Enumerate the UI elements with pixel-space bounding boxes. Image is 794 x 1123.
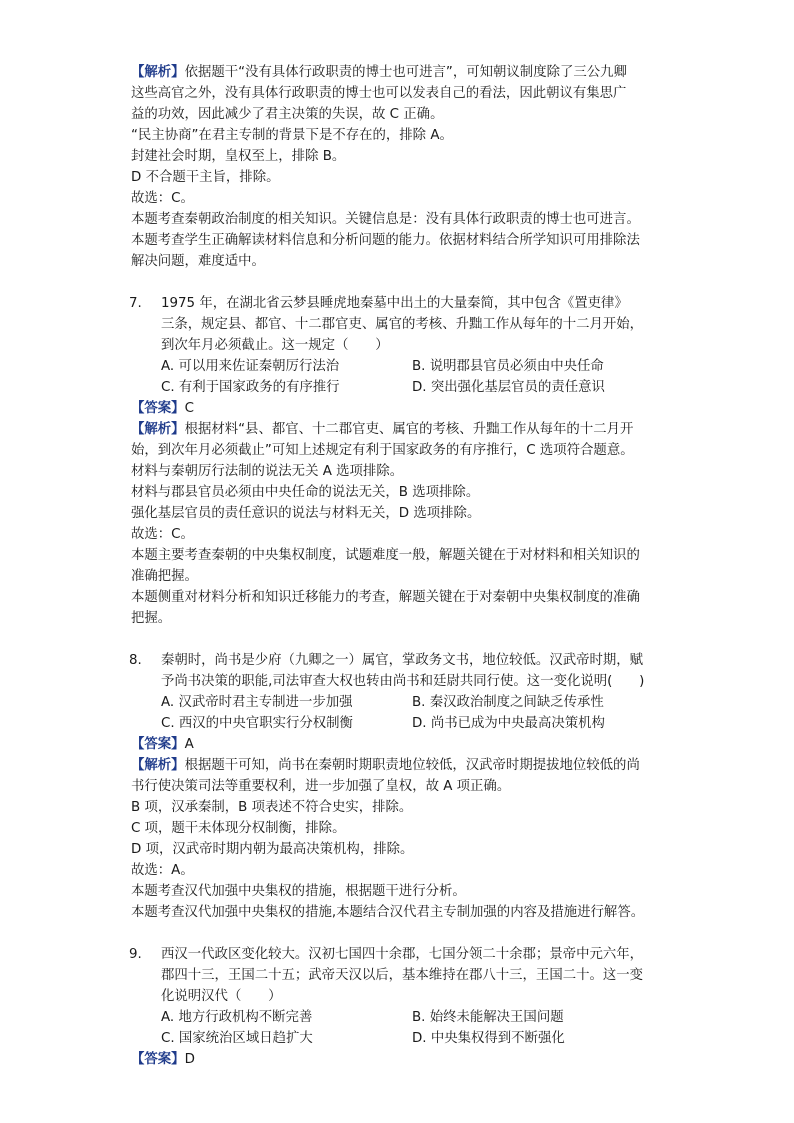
analysis-line: 本题考查汉代加强中央集权的措施，根据题干进行分析。 (131, 884, 466, 899)
options-row (161, 1028, 671, 1049)
analysis-line: 材料与秦朝厉行法制的说法无关 A 选项排除。 (131, 464, 404, 479)
analysis-line: 本题侧重对材料分析和知识迁移能力的考查，解题关键在于对秦朝中央集权制度的准确 (131, 590, 640, 605)
analysis-tag: 【解析】 (131, 758, 185, 773)
analysis-line: 根据材料“县、都官、十二郡官吏、属官的考核、升黜工作从每年的十二月开 (184, 422, 634, 437)
options-row (161, 713, 671, 734)
option-b: B. 说明郡县官员必须由中央任命 (412, 359, 604, 374)
analysis-line: B 项，汉承秦制，B 项表述不符合史实，排除。 (131, 800, 413, 815)
analysis-line: 封建社会时期，皇权至上，排除 B。 (131, 149, 346, 164)
answer-tag: 【答案】 (131, 401, 185, 416)
analysis-line: 强化基层官员的责任意识的说法与材料无关，D 选项排除。 (131, 506, 481, 521)
answer-value: D (184, 1052, 195, 1067)
analysis-line: D 不合题干主旨，排除。 (131, 170, 280, 185)
analysis-line: 把握。 (131, 611, 172, 626)
option-a: A. 地方行政机构不断完善 (161, 1010, 313, 1025)
options-row (161, 692, 671, 713)
options-row (161, 377, 671, 398)
analysis-tag: 【解析】 (131, 65, 185, 80)
analysis-block-q6 (131, 62, 671, 272)
question-stem (131, 650, 671, 734)
option-d: D. 尚书已成为中央最高决策机构 (412, 716, 605, 731)
option-b: B. 始终未能解决王国问题 (412, 1010, 564, 1025)
analysis-line: 故选：C。 (131, 191, 194, 206)
analysis-line: 书行使决策司法等重要权利，进一步加强了皇权，故 A 项正确。 (131, 779, 511, 794)
analysis-line: 解决问题，难度适中。 (131, 254, 265, 269)
stem-line: 予尚书决策的职能,司法审查大权也转由尚书和廷尉共同行使。这一变化说明( ) (161, 674, 645, 689)
analysis-line: 故选：C。 (131, 527, 194, 542)
options-row (161, 1007, 671, 1028)
analysis-line: 本题考查秦朝政治制度的相关知识。关键信息是：没有具体行政职责的博士也可进言。 (131, 212, 640, 227)
answer-tag: 【答案】 (131, 737, 185, 752)
analysis-line: 故选：A。 (131, 863, 194, 878)
option-d: D. 突出强化基层官员的责任意识 (412, 380, 605, 395)
question-number: 8. (129, 653, 142, 668)
question-8 (131, 650, 671, 923)
stem-line: 秦朝时，尚书是少府（九卿之一）属官，掌政务文书，地位较低。汉武帝时期，赋 (161, 653, 644, 668)
answer-line (131, 734, 671, 755)
question-stem (131, 293, 671, 398)
stem-line: 到次年月必须截止。这一规定（ ） (161, 338, 389, 353)
analysis-line: 本题主要考查秦朝的中央集权制度，试题难度一般，解题关键在于对材料和相关知识的 (131, 548, 640, 563)
answer-tag: 【答案】 (131, 1052, 185, 1067)
option-c: C. 有利于国家政务的有序推行 (161, 380, 340, 395)
analysis-line: 根据题干可知，尚书在秦朝时期职责地位较低，汉武帝时期提拔地位较低的尚 (184, 758, 640, 773)
answer-line (131, 1049, 671, 1070)
option-d: D. 中央集权得到不断强化 (412, 1031, 565, 1046)
stem-line: 1975 年，在湖北省云梦县睡虎地秦墓中出土的大量秦简，其中包含《置吏律》 (161, 296, 628, 311)
option-a: A. 汉武帝时君主专制进一步加强 (161, 695, 353, 710)
answer-value: C (184, 401, 194, 416)
analysis-line: C 项，题干未体现分权制衡，排除。 (131, 821, 346, 836)
document-page (131, 62, 671, 1070)
option-a: A. 可以用来佐证秦朝厉行法治 (161, 359, 340, 374)
analysis-line: 始，到次年月必须截止”可知上述规定有利于国家政务的有序推行，C 选项符合题意。 (131, 443, 634, 458)
analysis-line: 准确把握。 (131, 569, 198, 584)
stem-line: 郡四十三，王国二十五；武帝天汉以后，基本维持在郡八十三，王国二十。这一变 (161, 968, 644, 983)
options-row (161, 356, 671, 377)
answer-line (131, 398, 671, 419)
question-stem (131, 944, 671, 1049)
analysis-tag: 【解析】 (131, 422, 185, 437)
option-b: B. 秦汉政治制度之间缺乏传承性 (412, 695, 604, 710)
stem-line: 三条，规定县、都官、十二郡官吏、属官的考核、升黜工作从每年的十二月开始， (161, 317, 644, 332)
analysis-line: 本题考查汉代加强中央集权的措施,本题结合汉代君主专制加强的内容及措施进行解答。 (131, 905, 645, 920)
stem-line: 西汉一代政区变化较大。汉初七国四十余郡，七国分领二十余郡；景帝中元六年， (161, 947, 644, 962)
analysis-line: 材料与郡县官员必须由中央任命的说法无关，B 选项排除。 (131, 485, 480, 500)
question-9 (131, 944, 671, 1070)
stem-line: 化说明汉代（ ） (161, 989, 282, 1004)
option-c: C. 国家统治区域日趋扩大 (161, 1031, 313, 1046)
analysis-line: 本题考查学生正确解读材料信息和分析问题的能力。依据材料结合所学知识可用排除法 (131, 233, 640, 248)
analysis-line: D 项，汉武帝时期内朝为最高决策机构，排除。 (131, 842, 414, 857)
option-c: C. 西汉的中央官职实行分权制衡 (161, 716, 353, 731)
question-number: 9. (129, 947, 142, 962)
analysis-line: 这些高官之外，没有具体行政职责的博士也可以发表自己的看法，因此朝议有集思广 (131, 86, 627, 101)
question-number: 7. (129, 296, 142, 311)
analysis-line: 依据题干“没有具体行政职责的博士也可进言”，可知朝议制度除了三公九卿 (184, 65, 627, 80)
analysis-line: “民主协商”在君主专制的背景下是不存在的，排除 A。 (131, 128, 453, 143)
analysis-line: 益的功效，因此减少了君主决策的失误，故 C 正确。 (131, 107, 444, 122)
answer-value: A (184, 737, 194, 752)
question-7 (131, 293, 671, 629)
